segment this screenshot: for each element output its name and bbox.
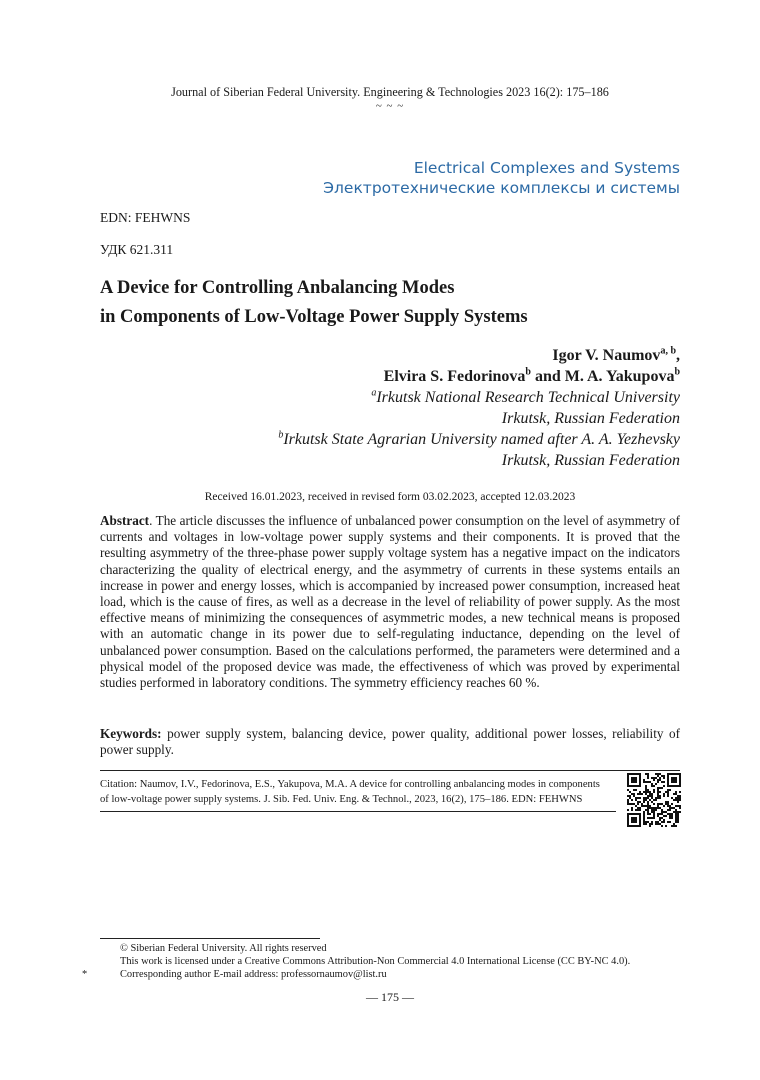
author-fedorinova: Elvira S. Fedorinova [383,368,526,385]
section-title-english: Electrical Complexes and Systems [413,159,680,177]
received-dates: Received 16.01.2023, received in revised form 03.02.2023, accepted 12.03.2023 [204,491,576,503]
keywords [100,726,680,758]
qr-code-graphic [627,773,681,827]
section-heading [323,158,680,198]
article-title [100,274,528,332]
citation-block [100,777,620,807]
keywords-label: Keywords: [100,726,162,741]
journal-header: Journal of Siberian Federal University. Engineering & Technologies 2023 16(2): 175–186 [171,85,609,99]
citation-line-2: of low-voltage power supply systems. J. Sib. Fed. Univ. Eng. & Technol., 2023, 16(2), 175–186. EDN: FEHWNS [100,794,583,805]
affiliation-a-marker: a [371,387,377,399]
author-and: and [530,368,565,385]
affiliation-b-marker: b [278,429,284,441]
footnote-corresponding-text: Corresponding author E-mail address: professornaumov@list.ru [120,969,387,980]
footnote-rule [100,938,320,939]
citation-top-rule [100,770,680,771]
edn-identifier: EDN: FEHWNS [100,210,191,225]
author-line-2 [278,366,680,387]
footnote-copyright: © Siberian Federal University. All rights reserved [120,943,327,954]
keywords-text: power supply system, balancing device, power quality, additional power losses, reliability of power supply. [100,726,680,758]
citation-bottom-rule [100,811,616,812]
author-block [278,345,680,471]
affiliation-a [278,387,680,408]
author-separator: , [676,347,680,364]
footnotes [82,942,692,981]
affiliation-b-name: Irkutsk State Agrarian University named after A. A. Yezhevsky [283,431,680,448]
author-fedorinova-affiliation: b [525,366,531,378]
affiliation-b-location: Irkutsk, Russian Federation [501,452,680,469]
affiliation-b [278,429,680,450]
section-title-russian: Электротехнические комплексы и системы [323,179,680,197]
citation-line-1: Citation: Naumov, I.V., Fedorinova, E.S., Yakupova, M.A. A device for controlling anbalancing modes in components [100,779,600,790]
title-line-2: in Components of Low-Voltage Power Supply Systems [100,307,528,327]
page-number: — 175 — [366,990,414,1004]
author-yakupova: M. A. Yakupova [564,368,675,385]
author-line-1 [278,345,680,366]
header-ornament: ~ ~ ~ [375,100,405,112]
footnote-corresponding [82,968,692,981]
author-naumov-affiliation: a, b [660,345,676,357]
abstract-label: Abstract [100,513,150,528]
affiliation-a-location: Irkutsk, Russian Federation [501,410,680,427]
udk-code: УДК 621.311 [100,242,174,257]
title-line-1: A Device for Controlling Anbalancing Modes [100,278,455,298]
abstract-text: . The article discusses the influence of unbalanced power consumption on the level of asymmetry of currents and voltages in low-voltage power supply systems and their components. It is proved that the resulting asymmetry of the three-phase power supply voltage system has a negative impact on the indicators characterizing the quality of electrical energy, and the asymmetry of currents in these systems entails an increase in power and energy losses, which is accompanied by increased power consumption, increased heat load, which is the cause of fires, as well as a decrease in the level of reliability of power supply. As the most effective means of minimizing the consequences of asymmetric modes, a new technical means is proposed with an automatic change in its power due to self-regulating inductance, depending on the level of unbalanced power consumption. Based on the calculations performed, the parameters were determined and a physical model of the proposed device was made, the effectiveness of which was proved by experimental studies performed in laboratory conditions. The symmetry efficiency reaches 60 %. [100,513,680,691]
qr-code-icon [627,773,681,827]
author-yakupova-affiliation: b [674,366,680,378]
footnote-license: This work is licensed under a Creative Commons Attribution-Non Commercial 4.0 International License (CC BY-NC 4.0). [120,956,631,967]
footnote-star: * [82,969,88,980]
abstract [100,513,680,691]
author-naumov: Igor V. Naumov [552,347,661,364]
affiliation-a-name: Irkutsk National Research Technical University [376,389,680,406]
